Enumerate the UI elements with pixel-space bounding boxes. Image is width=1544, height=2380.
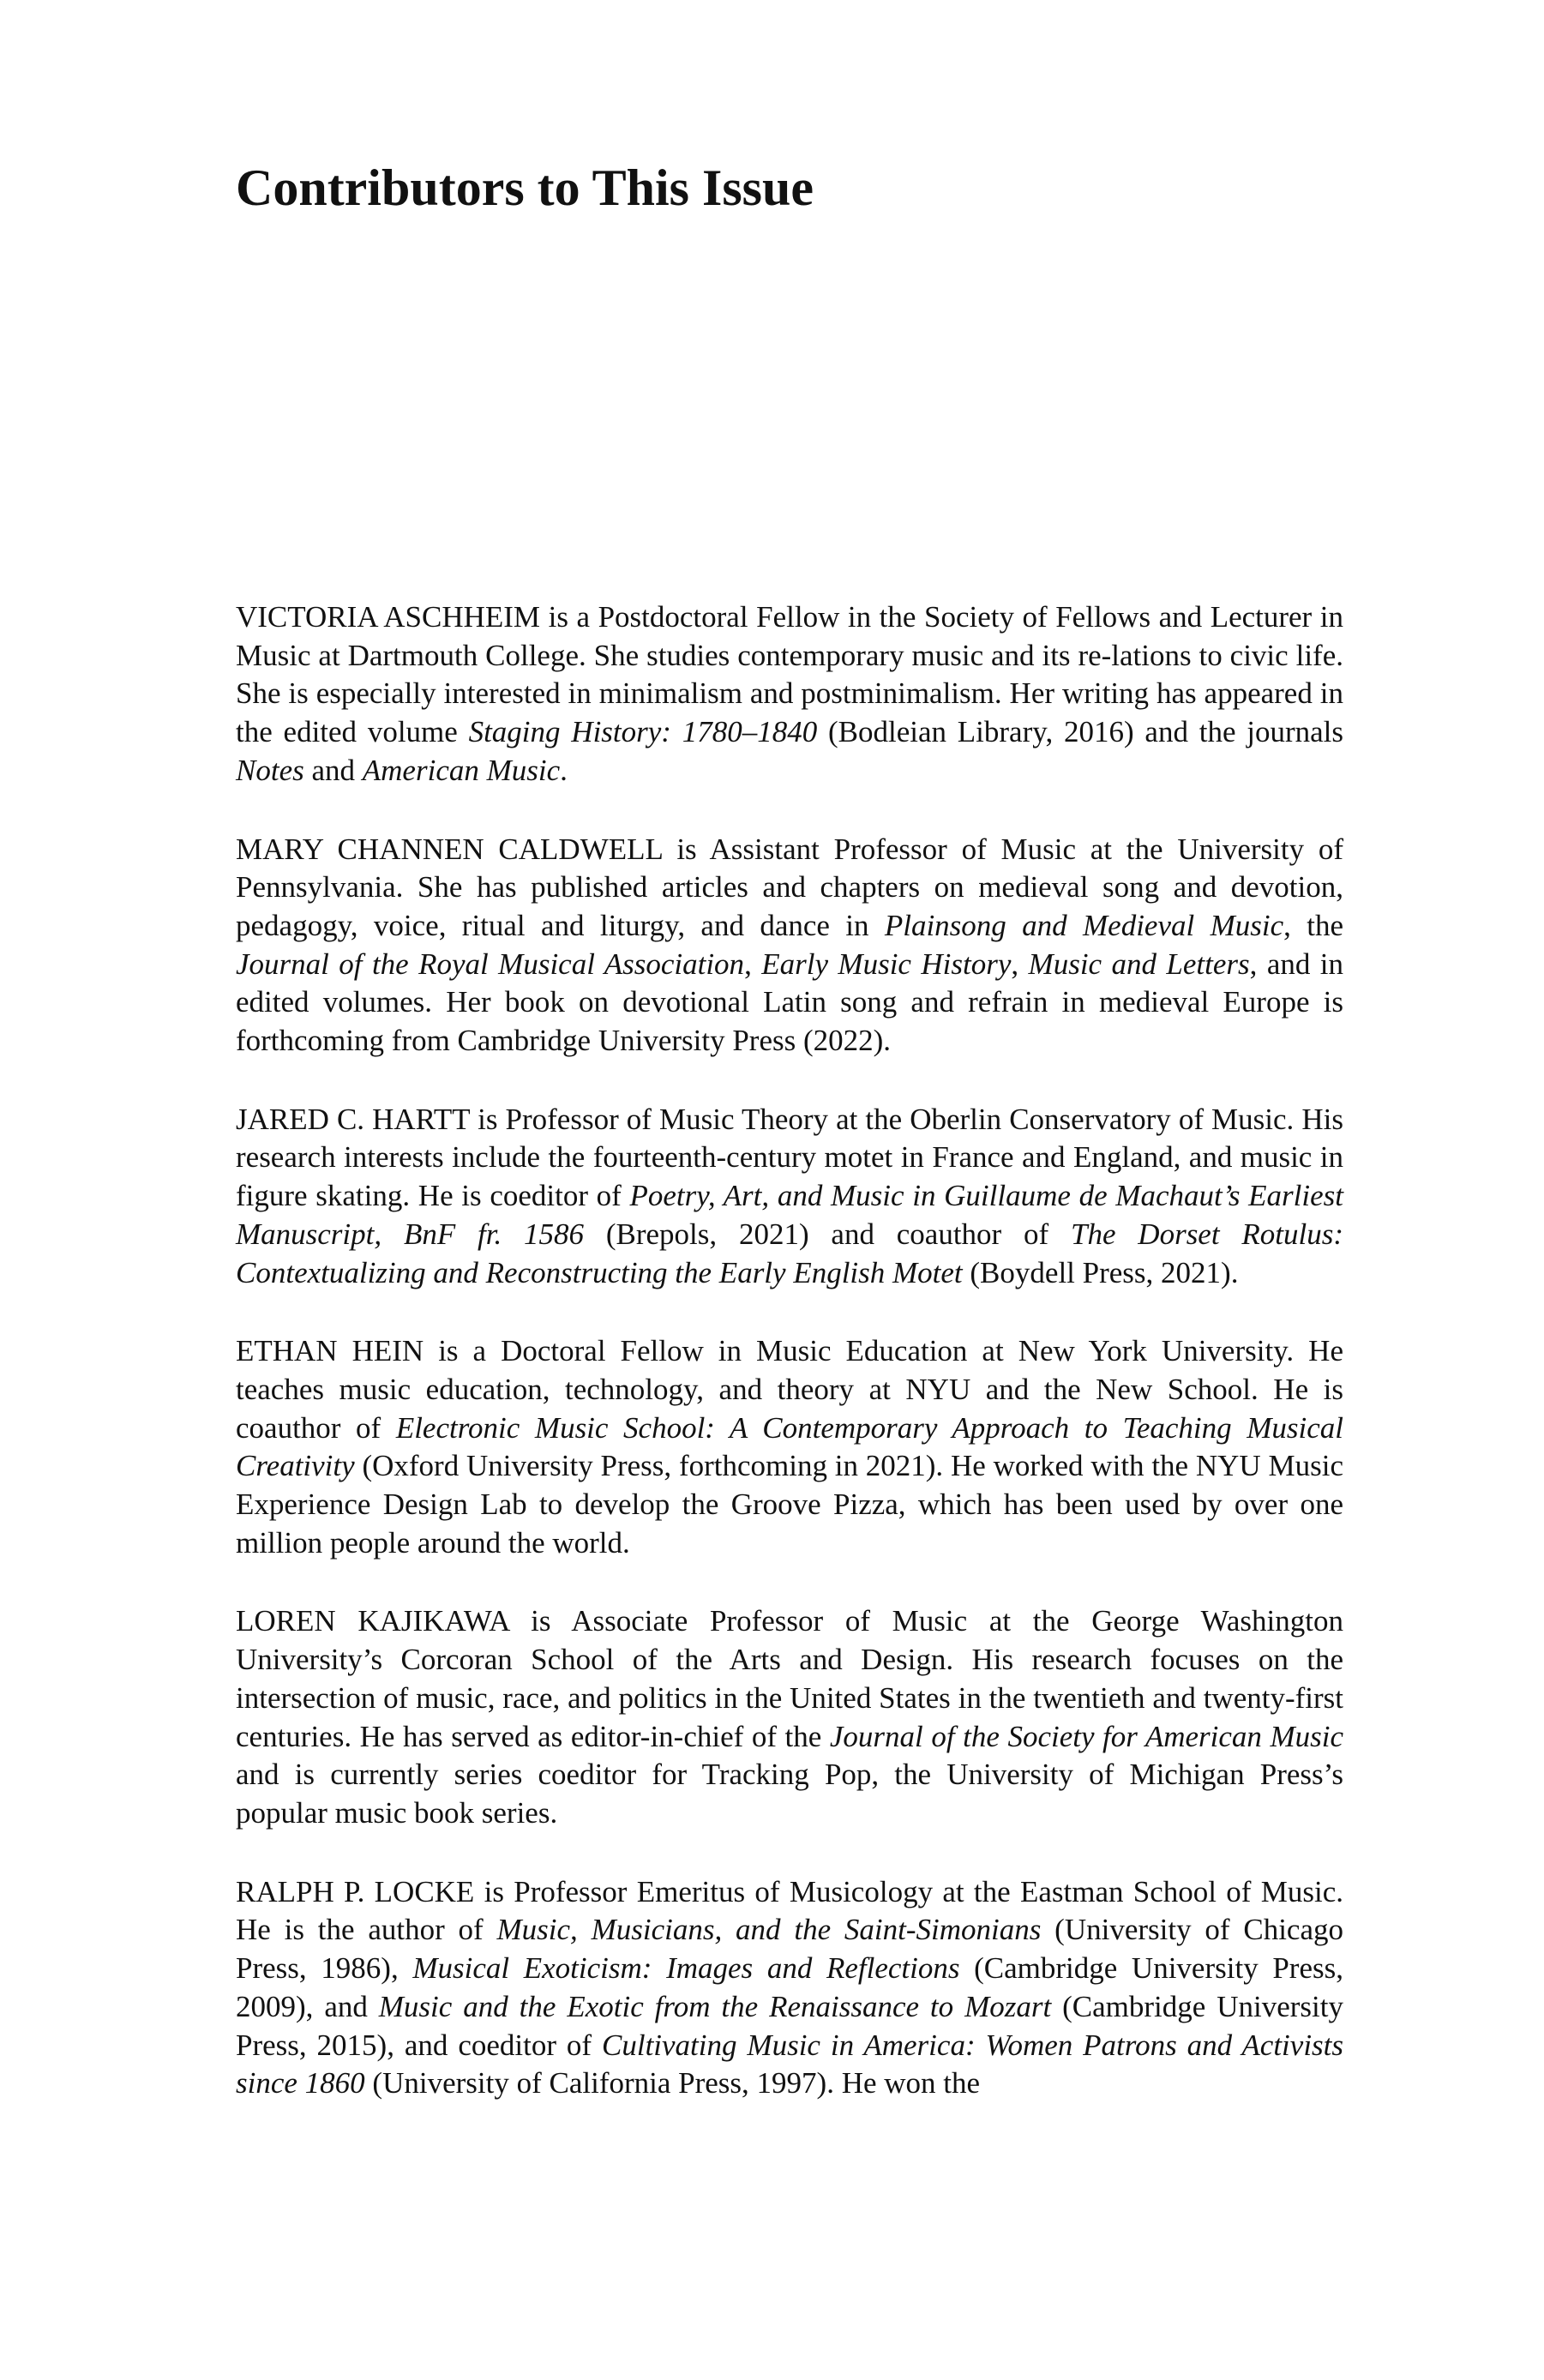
bio-text: LOREN KAJIKAWA is Associate Professor of Music at the George Washington University’s Corcoran School of the Arts and Design. His research focuses on the intersection of music, race, and politics in the United States in the twentieth and twenty-first centuries. He has served as editor-in-chief of the <box>236 1604 1343 1753</box>
italic-title: Electronic Music School: A Contemporary Approach to Teaching Musical Creativity <box>236 1410 1343 1483</box>
page-title: Contributors to This Issue <box>236 159 814 216</box>
contributor-bio <box>236 1602 1343 1832</box>
italic-title: Early Music History <box>761 947 1012 981</box>
bio-text: ETHAN HEIN is a Doctoral Fellow in Music Education at New York University. He teaches music education, technology, and theory at NYU and the New School. He is coauthor of <box>236 1334 1343 1445</box>
italic-title: Musical Exoticism: Images and Reflections <box>412 1951 960 1986</box>
bio-text: (University of Chicago Press, 1986), <box>236 1913 1344 1986</box>
bio-text: (Brepols, 2021) and coauthor of <box>584 1217 1071 1251</box>
bio-text: , and in edited volumes. Her book on devotional Latin song and refrain in medieval Europe is forthcoming from Cambridge University Press (2022). <box>236 947 1344 1058</box>
italic-title: Music and Letters <box>1028 947 1250 981</box>
italic-title: The Dorset Rotulus: Contextualizing and Reconstructing the Early English Motet <box>236 1217 1343 1289</box>
contributor-bio <box>236 831 1343 1061</box>
bio-text: RALPH P. LOCKE is Professor Emeritus of Musicology at the Eastman School of Music. He is the author of <box>236 1874 1343 1947</box>
contributor-bio <box>236 1873 1343 2103</box>
bio-text: and is currently series coeditor for Tracking Pop, the University of Michigan Press’s popular music book series. <box>236 1758 1343 1830</box>
italic-title: Cultivating Music in America: Women Patrons and Activists since 1860 <box>236 2028 1344 2101</box>
italic-title: Plainsong and Medieval Music <box>884 908 1284 942</box>
bio-text: , <box>744 947 762 981</box>
bio-text: MARY CHANNEN CALDWELL is Assistant Professor of Music at the University of Pennsylvania. She has published articles and chapters on medieval song and devotion, pedagogy, voice, ritual and liturgy, and dance in <box>236 832 1343 942</box>
bio-text: (Cambridge University Press, 2009), and <box>236 1951 1343 2023</box>
italic-title: Poetry, Art, and Music in Guillaume de Machaut’s Earliest Manuscript, BnF fr. 1586 <box>236 1179 1344 1251</box>
bio-text: (University of California Press, 1997). He won the <box>364 2066 981 2101</box>
bio-text: , <box>1011 947 1029 981</box>
contributor-bio <box>236 598 1343 790</box>
italic-title: American Music <box>362 753 561 787</box>
bio-text: . <box>560 753 568 787</box>
bio-text: VICTORIA ASCHHEIM is a Postdoctoral Fellow in the Society of Fellows and Lecturer in Music at Dartmouth College. She studies contemporary music and its re-lations to civic life. She is especially interested in minimalism and postminimalism. Her writing has appeared in the edited volume <box>236 600 1343 749</box>
contributor-bio <box>236 1101 1343 1293</box>
italic-title: Music and the Exotic from the Renaissance to Mozart <box>378 1989 1052 2023</box>
italic-title: Music, Musicians, and the Saint-Simonians <box>496 1913 1042 1947</box>
italic-title: Journal of the Society for American Music <box>829 1719 1343 1753</box>
contributor-bio <box>236 1332 1343 1562</box>
italic-title: Journal of the Royal Musical Association <box>236 947 745 981</box>
bio-text: (Cambridge University Press, 2015), and coeditor of <box>236 1989 1343 2062</box>
bio-text: (Oxford University Press, forthcoming in 2021). He worked with the NYU Music Experience Design Lab to develop the Groove Pizza, which has been used by over one million people around the world. <box>236 1449 1343 1560</box>
contributor-bio-list <box>236 598 1343 2143</box>
italic-title: Notes <box>236 753 304 787</box>
bio-text: (Boydell Press, 2021). <box>962 1255 1239 1289</box>
bio-text: , the <box>1283 908 1343 942</box>
bio-text: and <box>303 753 363 787</box>
bio-text: JARED C. HARTT is Professor of Music Theory at the Oberlin Conservatory of Music. His research interests include the fourteenth-century motet in France and England, and music in figure skating. He is coeditor of <box>236 1102 1343 1213</box>
bio-text: (Bodleian Library, 2016) and the journals <box>817 715 1344 749</box>
italic-title: Staging History: 1780–1840 <box>468 715 818 749</box>
